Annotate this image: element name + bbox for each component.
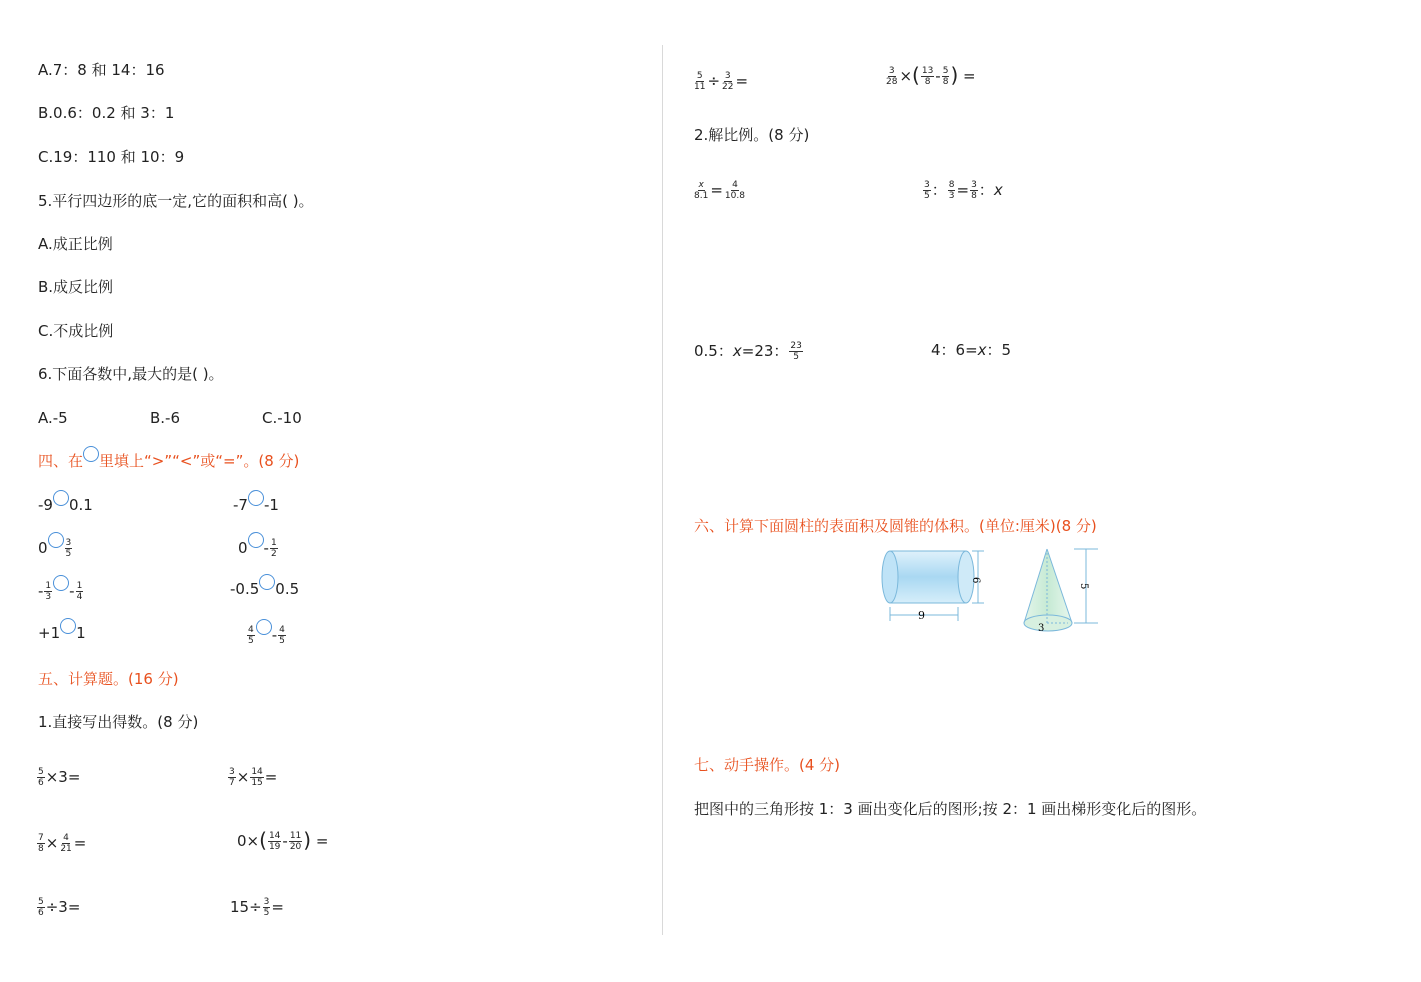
compare-item-d: 0 - $\frac{1}{2}$ bbox=[238, 538, 279, 559]
q5-stem: 5.平行四边形的底一定,它的面积和高( )。 bbox=[38, 192, 314, 210]
compare-item-b: -7 -1 bbox=[233, 496, 279, 514]
calc-d: 0×( $\frac{14}{19}$ - $\frac{11}{20}$ ) = bbox=[237, 827, 329, 852]
compare-item-c: 0 $\frac{3}{5}$ bbox=[38, 538, 73, 559]
cone-height-label: 5 bbox=[1078, 583, 1089, 590]
compare-item-f: -0.5 0.5 bbox=[230, 580, 299, 598]
q6-option-c: C.-10 bbox=[262, 409, 302, 427]
calc-e: $\frac{5}{6}$ ÷3= bbox=[38, 897, 81, 918]
section5-sub2: 2.解比例。(8 分) bbox=[694, 126, 810, 144]
section5-sub1: 1.直接写出得数。(8 分) bbox=[38, 713, 199, 731]
calc-a: $\frac{5}{6}$ ×3= bbox=[38, 767, 81, 788]
proportion-d: 4：6=x：5 bbox=[931, 341, 1012, 359]
calc-top-b: $\frac{3}{28}$ ×( $\frac{13}{8}$ - $\frac{5}{8}$ ) = bbox=[886, 62, 976, 87]
calc-b: $\frac{3}{7}$ × $\frac{14}{15}$ = bbox=[229, 767, 278, 788]
compare-item-g: +1 1 bbox=[38, 624, 86, 642]
q4-option-c: C.19：110 和 10：9 bbox=[38, 148, 185, 166]
q4-option-b: B.0.6：0.2 和 3：1 bbox=[38, 104, 175, 122]
answer-circle[interactable] bbox=[259, 574, 275, 590]
section5-title: 五、计算题。(16 分) bbox=[38, 670, 179, 688]
calc-top-a: $\frac{5}{11}$ ÷ $\frac{3}{22}$ = bbox=[694, 71, 749, 92]
q6-option-b: B.-6 bbox=[150, 409, 181, 427]
proportion-c: 0.5：x=23： $\frac{23}{5}$ bbox=[694, 341, 802, 362]
compare-item-h: $\frac{4}{5}$ - $\frac{4}{5}$ bbox=[246, 625, 287, 646]
q5-option-b: B.成反比例 bbox=[38, 278, 114, 296]
compare-item-e: - $\frac{1}{3}$ - $\frac{1}{4}$ bbox=[38, 581, 84, 602]
blank-circle-icon bbox=[83, 446, 99, 462]
calc-f: 15÷ $\frac{3}{5}$ = bbox=[230, 897, 284, 918]
q6-option-a: A.-5 bbox=[38, 409, 68, 427]
proportion-b: $\frac{3}{5}$ ： $\frac{8}{3}$ = $\frac{3}{8}$ ：x bbox=[924, 180, 1003, 201]
answer-circle[interactable] bbox=[248, 532, 264, 548]
cone-figure bbox=[1016, 545, 1106, 637]
cylinder-figure bbox=[876, 545, 986, 625]
column-divider bbox=[662, 45, 663, 935]
answer-circle[interactable] bbox=[256, 619, 272, 635]
cone-radius-label: 3 bbox=[1038, 623, 1045, 634]
answer-circle[interactable] bbox=[53, 490, 69, 506]
section7-title: 七、动手操作。(4 分) bbox=[694, 756, 841, 774]
answer-circle[interactable] bbox=[248, 490, 264, 506]
compare-item-a: -9 0.1 bbox=[38, 496, 93, 514]
section4-title: 四、在 里填上“>”“<”或“=”。(8 分) bbox=[38, 452, 299, 470]
q4-option-a: A.7：8 和 14：16 bbox=[38, 61, 165, 79]
section7-text: 把图中的三角形按 1：3 画出变化后的图形;按 2：1 画出梯形变化后的图形。 bbox=[694, 800, 1207, 818]
calc-c: $\frac{7}{8}$ × $\frac{4}{21}$ = bbox=[38, 833, 87, 854]
proportion-a: $\frac{x}{8.1}$ = $\frac{4}{10.8}$ bbox=[694, 180, 745, 201]
q6-stem: 6.下面各数中,最大的是( )。 bbox=[38, 365, 224, 383]
section6-title: 六、计算下面圆柱的表面积及圆锥的体积。(单位:厘米)(8 分) bbox=[694, 517, 1097, 535]
cylinder-height-label: 6 bbox=[970, 577, 981, 584]
answer-circle[interactable] bbox=[48, 532, 64, 548]
cylinder-length-label: 9 bbox=[918, 609, 925, 622]
answer-circle[interactable] bbox=[60, 618, 76, 634]
q5-option-a: A.成正比例 bbox=[38, 235, 113, 253]
q5-option-c: C.不成比例 bbox=[38, 322, 114, 340]
answer-circle[interactable] bbox=[53, 575, 69, 591]
